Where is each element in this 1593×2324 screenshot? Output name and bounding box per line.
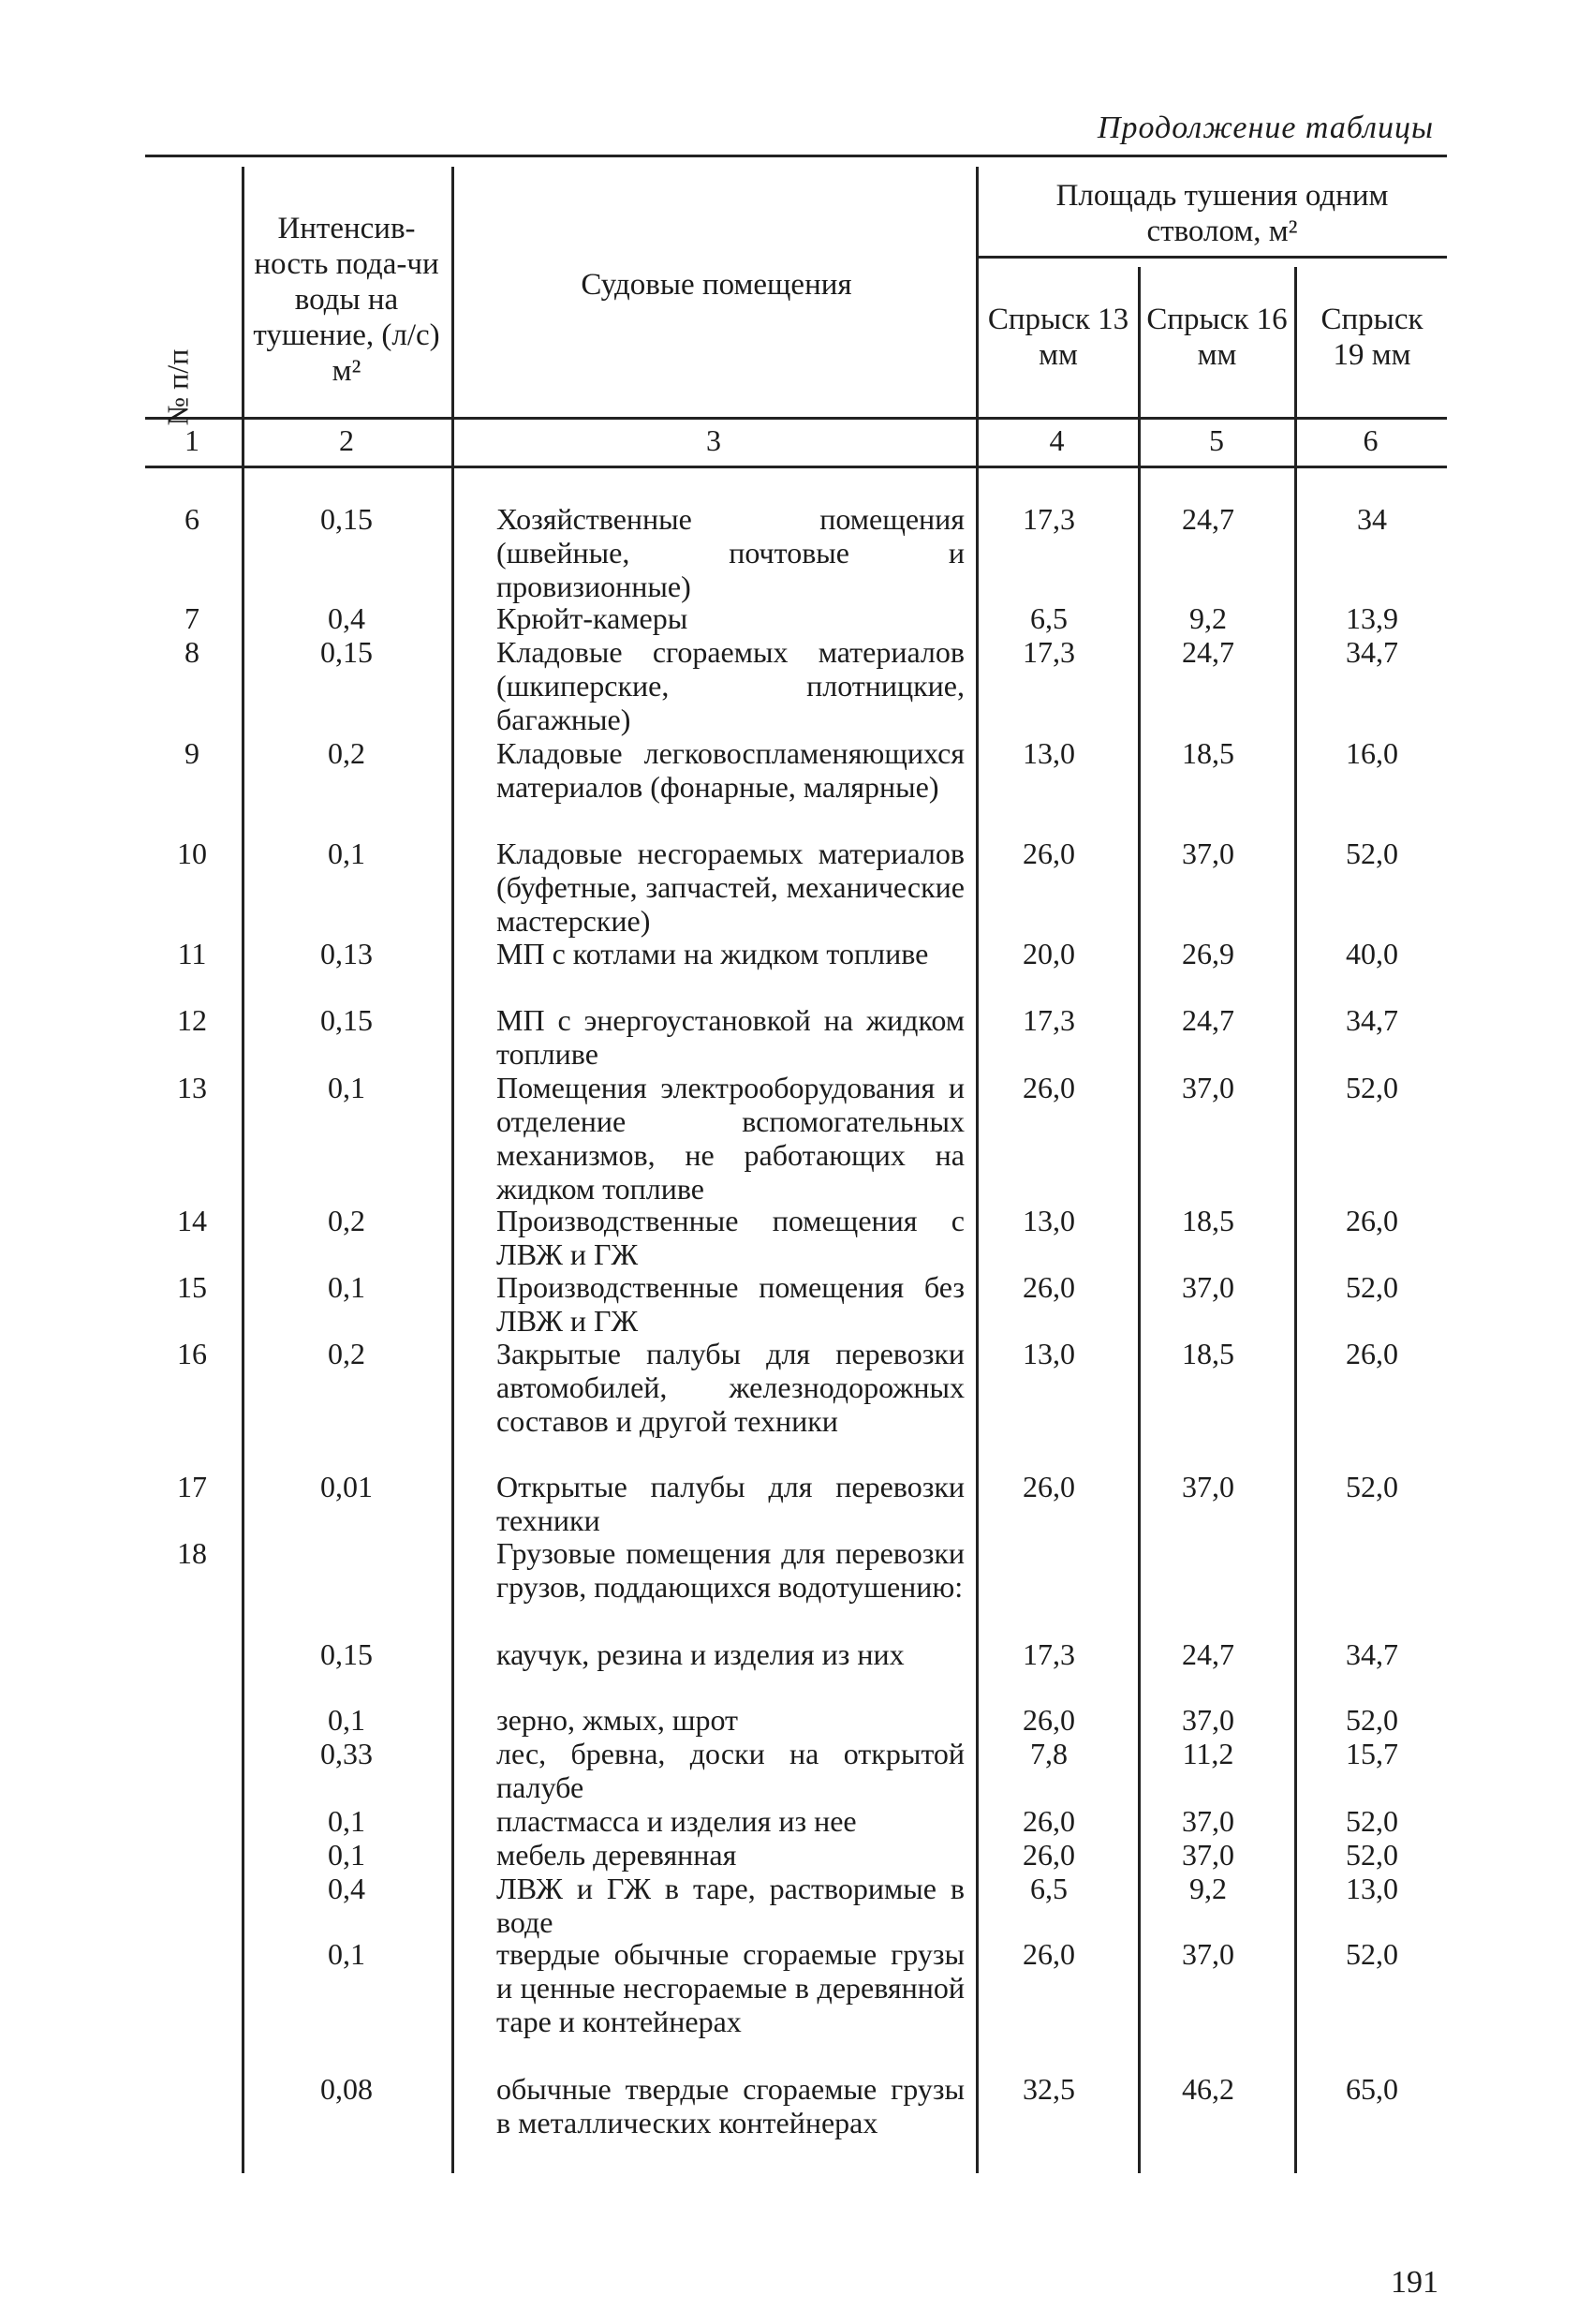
intensity-value: 0,4 <box>328 1872 365 1905</box>
area-nozzle-19: 52,0 <box>1346 1804 1398 1838</box>
col-divider-3 <box>976 167 979 2173</box>
intensity-value: 0,1 <box>328 1804 365 1838</box>
room-description: Открытые палубы для перевозки техники <box>496 1470 965 1537</box>
room-description: Хозяйственные помещения (швейные, почтовые и провизионные) <box>496 502 965 603</box>
row-number: 8 <box>184 635 199 669</box>
header-intensity: Интенсив-ность пода-чи воды на тушение, (л/с) м² <box>253 212 440 388</box>
col-divider-1 <box>242 167 244 2173</box>
area-nozzle-13: 17,3 <box>1023 1003 1075 1037</box>
area-nozzle-19: 52,0 <box>1346 836 1398 870</box>
intensity-value: 0,1 <box>328 836 365 870</box>
area-nozzle-16: 18,5 <box>1182 1337 1234 1370</box>
row-number: 10 <box>177 836 207 870</box>
column-numbers-rule <box>145 466 1447 468</box>
row-number: 9 <box>184 736 199 770</box>
area-nozzle-16: 9,2 <box>1189 601 1227 635</box>
col-number-6: 6 <box>1363 423 1379 457</box>
area-nozzle-13: 26,0 <box>1023 1270 1075 1304</box>
area-nozzle-13: 32,5 <box>1023 2072 1075 2106</box>
intensity-value: 0,08 <box>320 2072 373 2106</box>
col-divider-5 <box>1294 267 1297 2173</box>
area-nozzle-19: 52,0 <box>1346 1703 1398 1737</box>
room-description: МП с котлами на жидком топливе <box>496 937 929 970</box>
room-description: Крюйт-камеры <box>496 601 688 635</box>
area-nozzle-16: 37,0 <box>1182 1937 1234 1971</box>
intensity-value: 0,1 <box>328 1937 365 1971</box>
room-description: МП с энергоустановкой на жидком топливе <box>496 1003 965 1071</box>
area-nozzle-19: 52,0 <box>1346 1071 1398 1104</box>
area-nozzle-13: 17,3 <box>1023 502 1075 536</box>
area-nozzle-13: 26,0 <box>1023 1470 1075 1503</box>
room-description: Грузовые помещения для перевозки грузов, поддающихся водотушению: <box>496 1536 965 1604</box>
area-nozzle-19: 15,7 <box>1346 1737 1398 1770</box>
room-description: обычные твердые сгораемые грузы в металлических контейнерах <box>496 2072 965 2139</box>
area-nozzle-16: 37,0 <box>1182 1838 1234 1872</box>
area-nozzle-19: 52,0 <box>1346 1838 1398 1872</box>
area-nozzle-16: 37,0 <box>1182 1804 1234 1838</box>
page-number: 191 <box>1391 2265 1438 2300</box>
area-nozzle-16: 24,7 <box>1182 1003 1234 1037</box>
header-nozzle-13: Спрыск 13 мм <box>987 303 1129 372</box>
area-nozzle-19: 34,7 <box>1346 1003 1398 1037</box>
area-nozzle-13: 17,3 <box>1023 635 1075 669</box>
group-header-rule <box>976 256 1447 259</box>
row-number: 18 <box>177 1536 207 1570</box>
area-nozzle-19: 13,0 <box>1346 1872 1398 1905</box>
area-nozzle-16: 18,5 <box>1182 1204 1234 1237</box>
room-description: каучук, резина и изделия из них <box>496 1637 905 1671</box>
room-description: ЛВЖ и ГЖ в таре, растворимые в воде <box>496 1872 965 1939</box>
area-nozzle-19: 26,0 <box>1346 1204 1398 1237</box>
area-nozzle-16: 37,0 <box>1182 1270 1234 1304</box>
area-nozzle-13: 20,0 <box>1023 937 1075 970</box>
room-description: Кладовые несгораемых материалов (буфетные, запчастей, механические мастерские) <box>496 836 965 938</box>
intensity-value: 0,1 <box>328 1838 365 1872</box>
header-rooms: Судовые помещения <box>581 268 852 302</box>
intensity-value: 0,1 <box>328 1071 365 1104</box>
area-nozzle-13: 13,0 <box>1023 1337 1075 1370</box>
col-number-3: 3 <box>706 423 721 457</box>
room-description: Производственные помещения без ЛВЖ и ГЖ <box>496 1270 965 1338</box>
room-description: Кладовые легковоспламеняющихся материалов (фонарные, малярные) <box>496 736 965 804</box>
row-number: 17 <box>177 1470 207 1503</box>
intensity-value: 0,2 <box>328 736 365 770</box>
area-nozzle-16: 37,0 <box>1182 836 1234 870</box>
row-number: 16 <box>177 1337 207 1370</box>
row-number: 15 <box>177 1270 207 1304</box>
area-nozzle-13: 7,8 <box>1030 1737 1068 1770</box>
intensity-value: 0,13 <box>320 937 373 970</box>
room-description: лес, бревна, доски на открытой палубе <box>496 1737 965 1804</box>
continuation-label: Продолжение таблицы <box>1097 111 1434 145</box>
room-description: твердые обычные сгораемые грузы и ценные несгораемые в деревянной таре и контейнерах <box>496 1937 965 2038</box>
room-description: Помещения электрооборудования и отделение вспомогательных механизмов, не работающих на жидком топливе <box>496 1071 965 1206</box>
area-nozzle-19: 16,0 <box>1346 736 1398 770</box>
col-number-2: 2 <box>339 423 354 457</box>
intensity-value: 0,2 <box>328 1337 365 1370</box>
room-description: мебель деревянная <box>496 1838 737 1872</box>
room-description: Производственные помещения с ЛВЖ и ГЖ <box>496 1204 965 1271</box>
intensity-value: 0,15 <box>320 502 373 536</box>
intensity-value: 0,15 <box>320 1637 373 1671</box>
intensity-value: 0,15 <box>320 635 373 669</box>
area-nozzle-16: 26,9 <box>1182 937 1234 970</box>
header-nozzle-19: Спрыск 19 мм <box>1320 303 1423 372</box>
area-nozzle-13: 6,5 <box>1030 601 1068 635</box>
area-nozzle-19: 52,0 <box>1346 1270 1398 1304</box>
area-nozzle-16: 24,7 <box>1182 502 1234 536</box>
area-nozzle-19: 65,0 <box>1346 2072 1398 2106</box>
room-description: зерно, жмых, шрот <box>496 1703 739 1737</box>
col-number-1: 1 <box>184 423 199 457</box>
area-nozzle-19: 13,9 <box>1346 601 1398 635</box>
header-number: № п/п <box>160 348 195 426</box>
area-nozzle-19: 34,7 <box>1346 1637 1398 1671</box>
area-nozzle-19: 34,7 <box>1346 635 1398 669</box>
area-nozzle-16: 37,0 <box>1182 1703 1234 1737</box>
area-nozzle-16: 24,7 <box>1182 1637 1234 1671</box>
row-number: 14 <box>177 1204 207 1237</box>
area-nozzle-19: 34 <box>1357 502 1387 536</box>
area-nozzle-19: 52,0 <box>1346 1937 1398 1971</box>
room-description: Закрытые палубы для перевозки автомобилей, железнодорожных составов и другой техники <box>496 1337 965 1438</box>
row-number: 7 <box>184 601 199 635</box>
area-nozzle-13: 26,0 <box>1023 836 1075 870</box>
row-number: 13 <box>177 1071 207 1104</box>
header-nozzle-16: Спрыск 16 мм <box>1146 303 1288 372</box>
room-description: Кладовые сгораемых материалов (шкиперские, плотницкие, багажные) <box>496 635 965 736</box>
intensity-value: 0,2 <box>328 1204 365 1237</box>
col-divider-2 <box>451 167 454 2173</box>
col-number-4: 4 <box>1049 423 1065 457</box>
area-nozzle-16: 11,2 <box>1182 1737 1234 1770</box>
row-number: 12 <box>177 1003 207 1037</box>
row-number: 6 <box>184 502 199 536</box>
area-nozzle-16: 46,2 <box>1182 2072 1234 2106</box>
area-nozzle-13: 17,3 <box>1023 1637 1075 1671</box>
table-top-rule <box>145 155 1447 157</box>
area-nozzle-16: 37,0 <box>1182 1470 1234 1503</box>
area-nozzle-13: 26,0 <box>1023 1937 1075 1971</box>
area-nozzle-13: 26,0 <box>1023 1071 1075 1104</box>
intensity-value: 0,1 <box>328 1270 365 1304</box>
intensity-value: 0,4 <box>328 601 365 635</box>
area-nozzle-13: 26,0 <box>1023 1804 1075 1838</box>
area-nozzle-16: 18,5 <box>1182 736 1234 770</box>
area-nozzle-13: 26,0 <box>1023 1838 1075 1872</box>
header-bottom-rule <box>145 417 1447 420</box>
intensity-value: 0,33 <box>320 1737 373 1770</box>
col-number-5: 5 <box>1209 423 1224 457</box>
room-description: пластмасса и изделия из нее <box>496 1804 857 1838</box>
area-nozzle-19: 26,0 <box>1346 1337 1398 1370</box>
area-nozzle-19: 52,0 <box>1346 1470 1398 1503</box>
area-nozzle-13: 13,0 <box>1023 1204 1075 1237</box>
area-nozzle-16: 24,7 <box>1182 635 1234 669</box>
area-nozzle-19: 40,0 <box>1346 937 1398 970</box>
area-nozzle-16: 9,2 <box>1189 1872 1227 1905</box>
area-nozzle-13: 13,0 <box>1023 736 1075 770</box>
header-area-group: Площадь тушения одним стволом, м² <box>1055 179 1389 248</box>
col-divider-4 <box>1138 267 1141 2173</box>
intensity-value: 0,01 <box>320 1470 373 1503</box>
area-nozzle-13: 6,5 <box>1030 1872 1068 1905</box>
row-number: 11 <box>177 937 207 970</box>
intensity-value: 0,15 <box>320 1003 373 1037</box>
intensity-value: 0,1 <box>328 1703 365 1737</box>
area-nozzle-13: 26,0 <box>1023 1703 1075 1737</box>
area-nozzle-16: 37,0 <box>1182 1071 1234 1104</box>
